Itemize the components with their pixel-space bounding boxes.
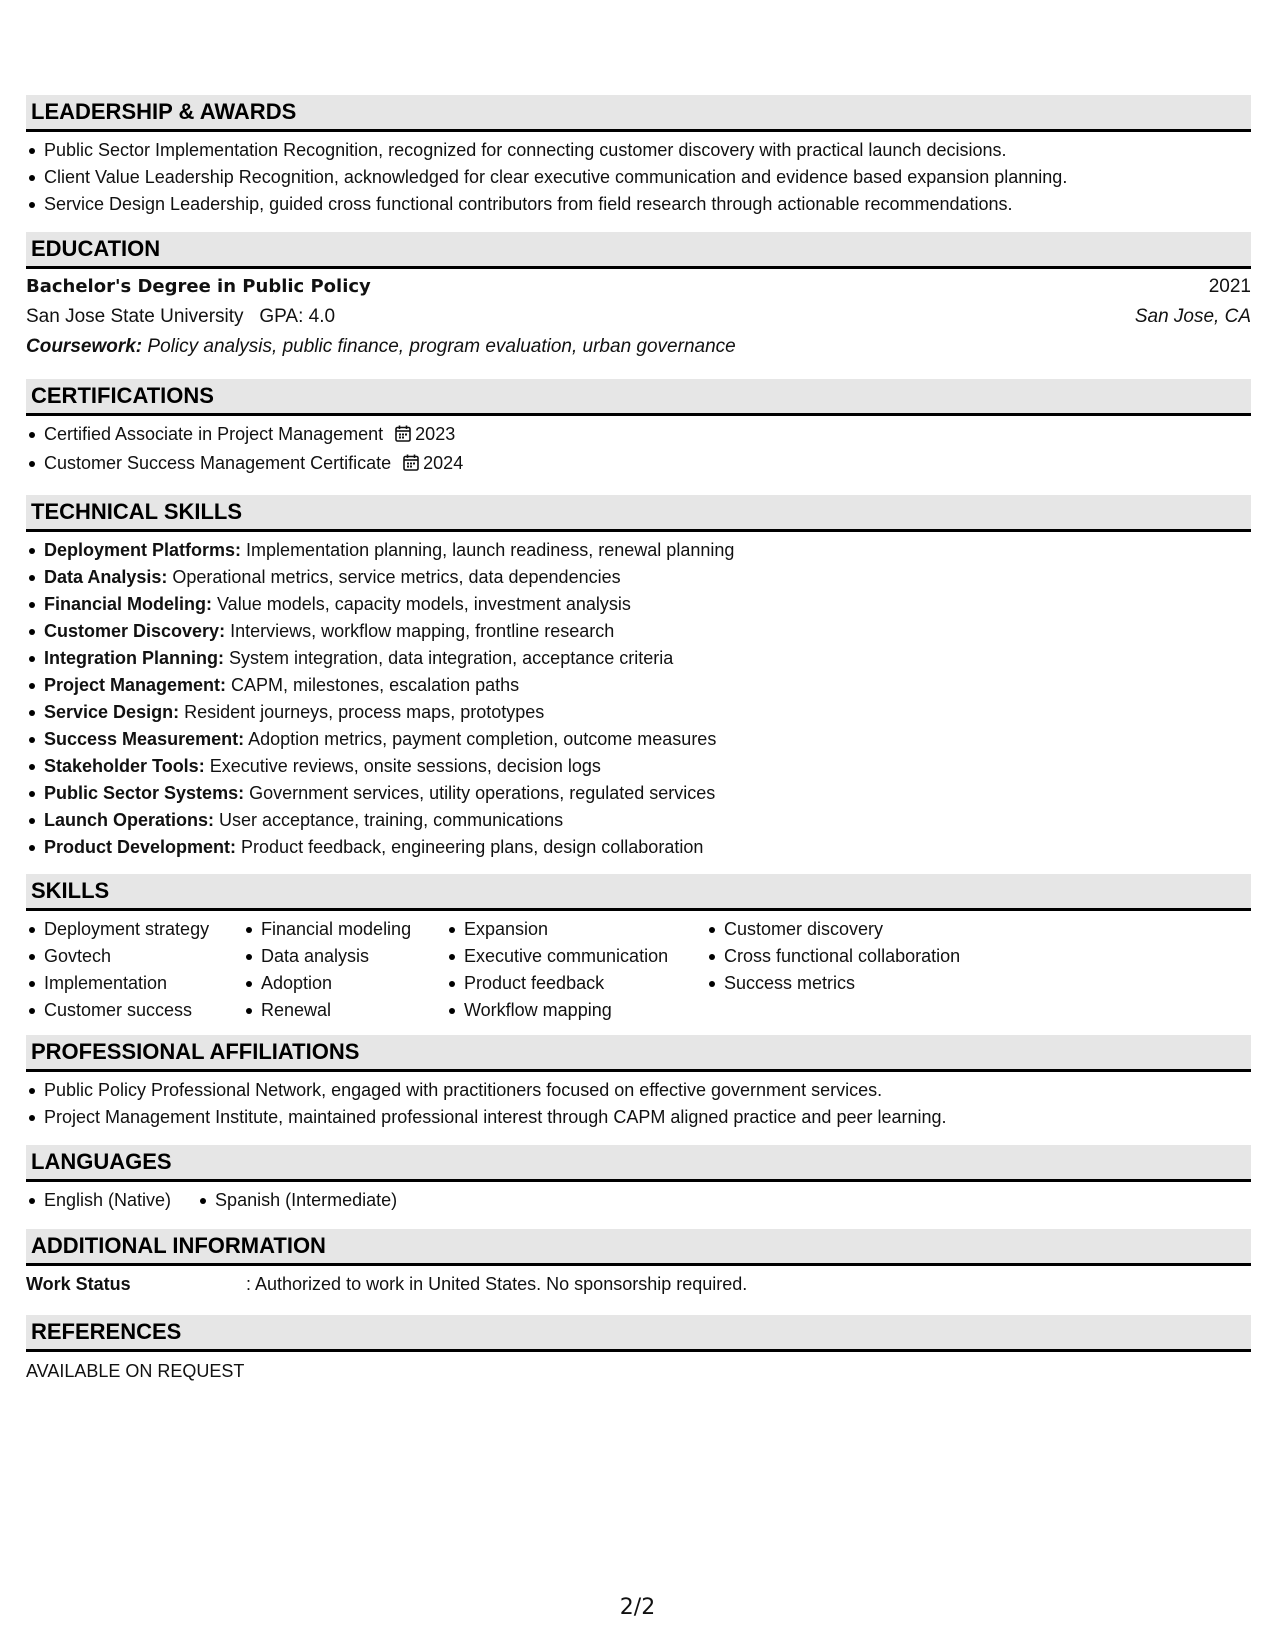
page-number: 2/2 xyxy=(619,1595,656,1620)
work-status-value: : Authorized to work in United States. No sponsorship required. xyxy=(246,1274,748,1294)
affiliations-section xyxy=(26,1072,1251,1131)
skill-text: Operational metrics, service metrics, data dependencies xyxy=(167,567,621,587)
list-item: Success metrics xyxy=(724,970,1036,997)
skill-text: Executive reviews, onsite sessions, decision logs xyxy=(204,756,601,776)
skill-text: Product feedback, engineering plans, design collaboration xyxy=(236,837,704,857)
graduation-year: 2021 xyxy=(1208,276,1251,297)
list-item xyxy=(44,537,1251,564)
section-header-certifications: CERTIFICATIONS xyxy=(26,379,1251,416)
list-item xyxy=(44,834,1251,861)
list-item: Service Design Leadership, guided cross functional contributors from field research through actionable recommendations. xyxy=(44,191,1251,218)
skill-label: Integration Planning: xyxy=(44,648,224,668)
skill-label: Success Measurement: xyxy=(44,729,245,749)
references-section xyxy=(26,1352,1251,1385)
list-item xyxy=(44,726,1251,753)
list-item xyxy=(44,699,1251,726)
coursework xyxy=(26,332,736,362)
certification-year: 2023 xyxy=(415,424,456,444)
skills-column xyxy=(26,916,243,1024)
certification-name: Certified Associate in Project Management xyxy=(44,424,384,444)
list-item: Client Value Leadership Recognition, acknowledged for clear executive communication and evidence based expansion planning. xyxy=(44,164,1251,191)
certifications-section xyxy=(26,416,1251,479)
list-item: Implementation xyxy=(44,970,243,997)
calendar-icon xyxy=(403,452,419,479)
skills-column xyxy=(706,916,1036,1024)
skill-label: Customer Discovery: xyxy=(44,621,226,641)
section-header-education: EDUCATION xyxy=(26,232,1251,269)
list-item: Customer discovery xyxy=(724,916,1036,943)
degree-title: Bachelor's Degree in Public Policy xyxy=(26,276,371,297)
skill-label: Stakeholder Tools: xyxy=(44,756,205,776)
school-location: San Jose, CA xyxy=(1134,306,1251,327)
calendar-icon xyxy=(395,423,411,450)
section-header-additional-info: ADDITIONAL INFORMATION xyxy=(26,1229,1251,1266)
list-item xyxy=(44,618,1251,645)
certification-name: Customer Success Management Certificate xyxy=(44,453,392,473)
section-header-technical-skills: TECHNICAL SKILLS xyxy=(26,495,1251,532)
list-item xyxy=(44,780,1251,807)
skill-text: Implementation planning, launch readiness, renewal planning xyxy=(241,540,735,560)
skill-label: Deployment Platforms: xyxy=(44,540,242,560)
list-item: Public Sector Implementation Recognition, recognized for connecting customer discovery with practical launch decisions. xyxy=(44,137,1251,164)
references-text: AVAILABLE ON REQUEST xyxy=(26,1361,245,1381)
list-item: Product feedback xyxy=(464,970,706,997)
list-item: Deployment strategy xyxy=(44,916,243,943)
skill-label: Service Design: xyxy=(44,702,180,722)
skill-label: Financial Modeling: xyxy=(44,594,213,614)
list-item: Customer success xyxy=(44,997,243,1024)
skills-section xyxy=(26,911,1251,1024)
list-item: Renewal xyxy=(261,997,446,1024)
skills-column xyxy=(243,916,446,1024)
skill-text: Government services, utility operations, regulated services xyxy=(244,783,716,803)
list-item: Adoption xyxy=(261,970,446,997)
list-item xyxy=(44,421,1251,450)
section-header-affiliations: PROFESSIONAL AFFILIATIONS xyxy=(26,1035,1251,1072)
list-item: Project Management Institute, maintained professional interest through CAPM aligned practice and peer learning. xyxy=(44,1104,1251,1131)
coursework-label: Coursework: xyxy=(26,336,143,357)
skill-text: User acceptance, training, communications xyxy=(214,810,564,830)
skill-text: System integration, data integration, acceptance criteria xyxy=(224,648,674,668)
list-item: Executive communication xyxy=(464,943,706,970)
list-item: Workflow mapping xyxy=(464,997,706,1024)
education-section xyxy=(26,269,1251,362)
list-item xyxy=(44,450,1251,479)
skill-label: Launch Operations: xyxy=(44,810,215,830)
list-item xyxy=(44,753,1251,780)
leadership-section xyxy=(26,132,1251,218)
skill-text: Adoption metrics, payment completion, outcome measures xyxy=(244,729,717,749)
list-item: Govtech xyxy=(44,943,243,970)
technical-skills-section xyxy=(26,532,1251,861)
skill-text: Value models, capacity models, investment analysis xyxy=(212,594,631,614)
list-item xyxy=(44,645,1251,672)
school-and-gpa: San Jose State University GPA: 4.0 xyxy=(26,306,336,327)
section-header-languages: LANGUAGES xyxy=(26,1145,1251,1182)
list-item xyxy=(44,672,1251,699)
skill-text: Interviews, workflow mapping, frontline research xyxy=(225,621,615,641)
list-item: Data analysis xyxy=(261,943,446,970)
skill-text: Resident journeys, process maps, prototypes xyxy=(179,702,545,722)
languages-section xyxy=(26,1182,1251,1214)
list-item: Financial modeling xyxy=(261,916,446,943)
work-status-label: Work Status xyxy=(26,1274,131,1294)
section-header-references: REFERENCES xyxy=(26,1315,1251,1352)
skills-column xyxy=(446,916,706,1024)
skill-text: CAPM, milestones, escalation paths xyxy=(226,675,520,695)
section-header-skills: SKILLS xyxy=(26,874,1251,911)
section-header-leadership: LEADERSHIP & AWARDS xyxy=(26,95,1251,132)
list-item: Cross functional collaboration xyxy=(724,943,1036,970)
skill-label: Data Analysis: xyxy=(44,567,168,587)
list-item xyxy=(44,564,1251,591)
skill-label: Project Management: xyxy=(44,675,227,695)
resume-page xyxy=(26,95,1251,1385)
skill-label: Product Development: xyxy=(44,837,237,857)
skill-label: Public Sector Systems: xyxy=(44,783,245,803)
list-item: Spanish (Intermediate) xyxy=(215,1187,397,1214)
list-item: English (Native) xyxy=(44,1187,171,1214)
additional-info-section xyxy=(26,1266,1251,1298)
certification-year: 2024 xyxy=(423,453,464,473)
coursework-text: Policy analysis, public finance, program evaluation, urban governance xyxy=(142,336,736,357)
list-item: Expansion xyxy=(464,916,706,943)
list-item xyxy=(44,591,1251,618)
list-item: Public Policy Professional Network, engaged with practitioners focused on effective government services. xyxy=(44,1077,1251,1104)
list-item xyxy=(44,807,1251,834)
